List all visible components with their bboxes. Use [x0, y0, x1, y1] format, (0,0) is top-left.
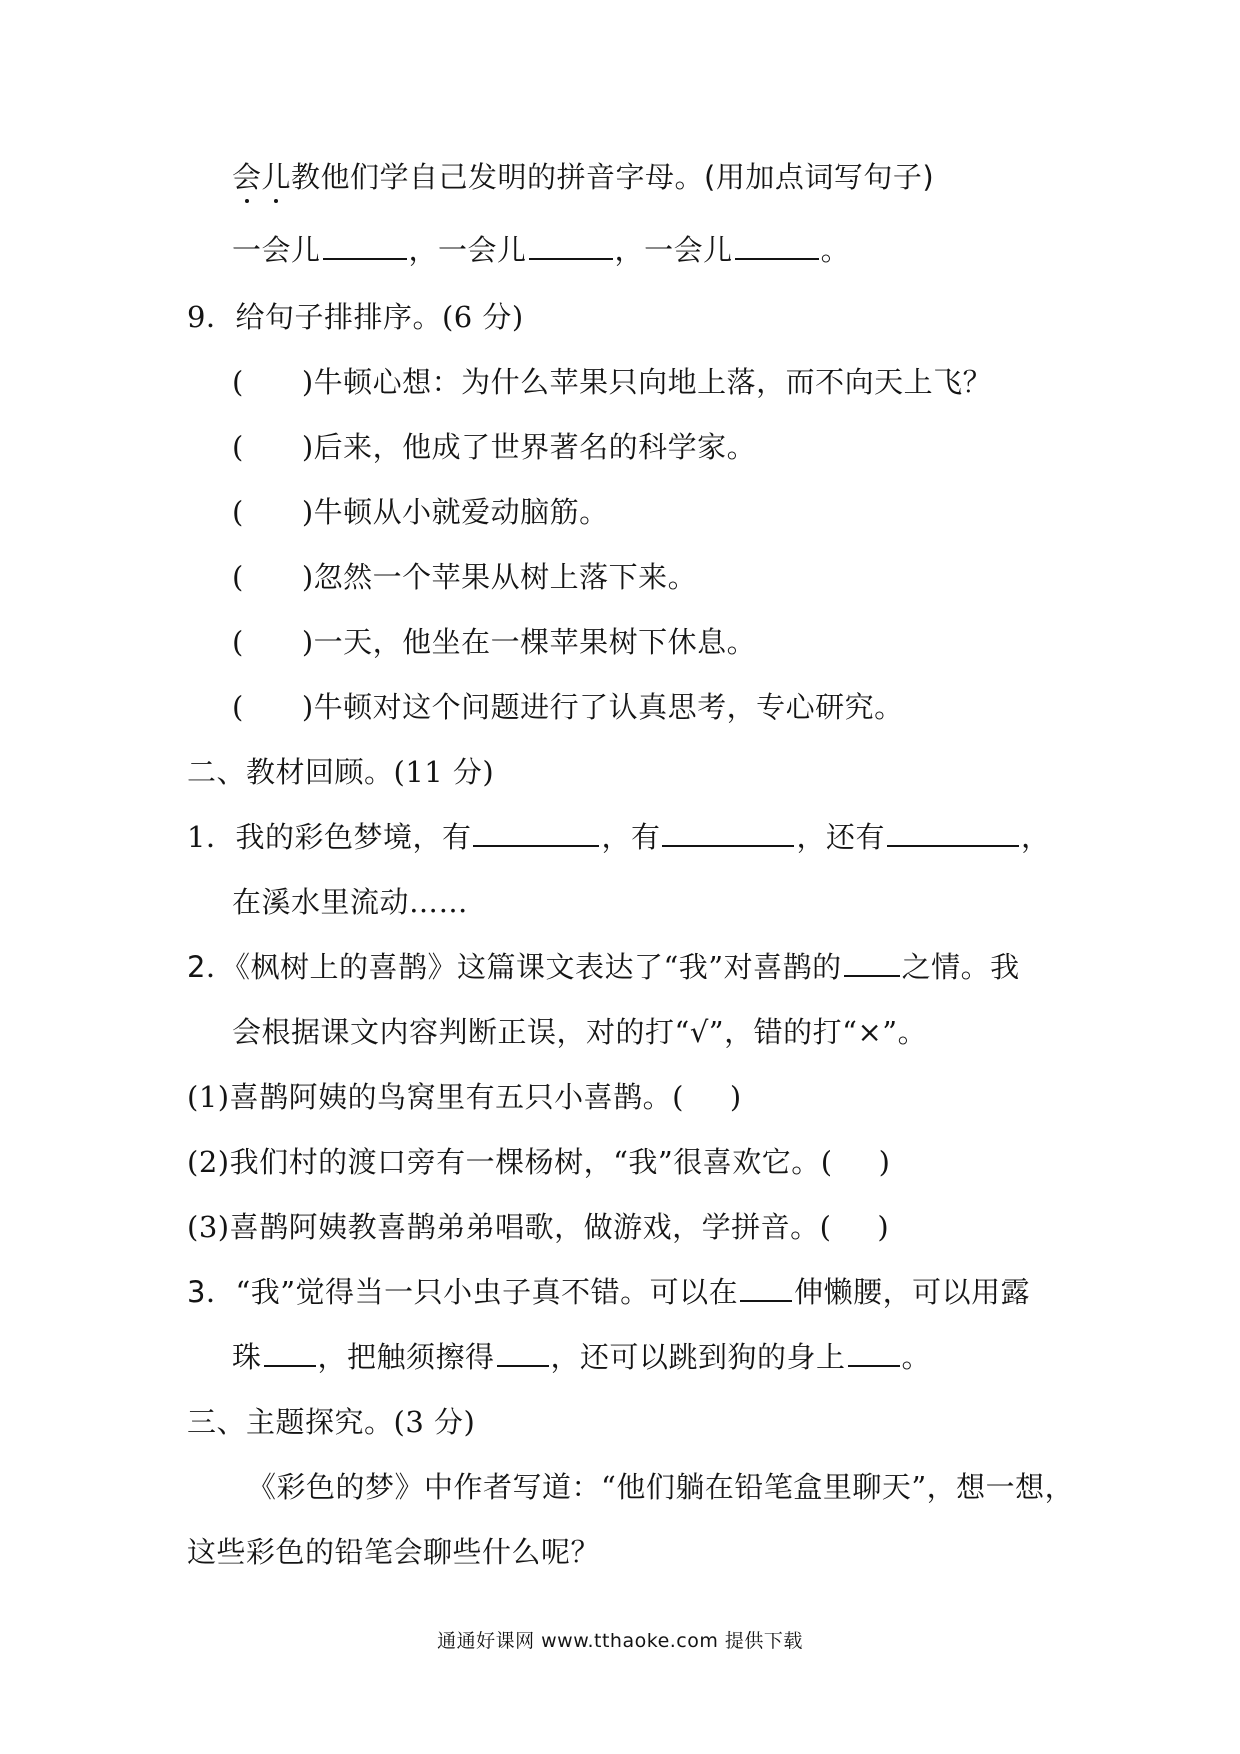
q9-item-4: ( )忽然一个苹果从树上落下来。	[232, 560, 698, 594]
blank-dream-3[interactable]	[887, 817, 1019, 847]
blank-3[interactable]	[735, 230, 819, 260]
q9-item-1: ( )牛顿心想：为什么苹果只向地上落，而不向天上飞？	[232, 365, 993, 399]
judgment-1: (1)喜鹊阿姨的鸟窝里有五只小喜鹊。( )	[187, 1080, 742, 1114]
s2-q3-text: 伸懒腰，可以用露	[794, 1275, 1031, 1309]
question-number: 1．	[187, 820, 236, 854]
q9-item-5: ( )一天，他坐在一棵苹果树下休息。	[232, 625, 757, 659]
q8-fill-line	[232, 230, 850, 270]
q9-item-6: ( )牛顿对这个问题进行了认真思考，专心研究。	[232, 690, 904, 724]
footer-credit: 通通好课网 www.tthaoke.com 提供下载	[437, 1630, 803, 1652]
dotted-char-2: 儿	[262, 157, 292, 197]
comma-2: ，	[614, 233, 645, 267]
blank-feeling[interactable]	[844, 947, 900, 977]
judgment-2: (2)我们村的渡口旁有一棵杨树，“我”很喜欢它。( )	[187, 1145, 891, 1179]
s2-q1-text: ，有	[601, 820, 661, 854]
q8-continuation	[232, 157, 934, 197]
q9-item-text: 牛顿从小就爱动脑筋。	[313, 495, 609, 529]
section3-line1: 《彩色的梦》中作者写道：“他们躺在铅笔盒里聊天”，想一想，	[247, 1470, 1075, 1504]
s2-q3-text: 珠	[232, 1340, 262, 1374]
blank-dream-1[interactable]	[473, 817, 599, 847]
section3-line2: 这些彩色的铅笔会聊些什么呢？	[187, 1535, 601, 1569]
s2-q1-line1	[187, 817, 1051, 857]
s2-q1-line2: 在溪水里流动……	[232, 885, 469, 919]
q9-item-text: 牛顿心想：为什么苹果只向地上落，而不向天上飞？	[313, 365, 993, 399]
s2-q1-text: 我的彩色梦境，有	[235, 820, 472, 854]
judgment-text: (2)我们村的渡口旁有一棵杨树，“我”很喜欢它。	[187, 1145, 821, 1179]
q9-item-3: ( )牛顿从小就爱动脑筋。	[232, 495, 609, 529]
s2-q3-line2	[232, 1337, 931, 1377]
blank-2[interactable]	[529, 230, 613, 260]
fill-word-1: 一会儿	[232, 233, 321, 267]
judgment-text: (3)喜鹊阿姨教喜鹊弟弟唱歌，做游戏，学拼音。	[187, 1210, 820, 1244]
blank-stretch[interactable]	[740, 1272, 792, 1302]
s2-q3-text: ，还可以跳到狗的身上	[550, 1340, 846, 1374]
s2-q2-text: 《枫树上的喜鹊》这篇课文表达了“我”对喜鹊的	[235, 950, 842, 984]
s2-q1-text: ，	[1021, 820, 1051, 854]
s2-q1-text: ，还有	[796, 820, 885, 854]
blank-wipe[interactable]	[497, 1337, 549, 1367]
q9-item-text: 后来，他成了世界著名的科学家。	[313, 430, 757, 464]
s2-q3-text: ，把触须擦得	[317, 1340, 495, 1374]
section2-heading: 二、教材回顾。(11 分)	[187, 755, 495, 789]
dotted-char-1: 会	[232, 157, 262, 197]
q9-item-text: 牛顿对这个问题进行了认真思考，专心研究。	[313, 690, 904, 724]
q9-item-text: 一天，他坐在一棵苹果树下休息。	[313, 625, 757, 659]
blank-dream-2[interactable]	[662, 817, 794, 847]
blank-dog[interactable]	[848, 1337, 900, 1367]
s2-q2-line1	[187, 947, 1020, 987]
q9-item-text: 忽然一个苹果从树上落下来。	[313, 560, 698, 594]
judgment-text: (1)喜鹊阿姨的鸟窝里有五只小喜鹊。	[187, 1080, 673, 1114]
s2-q2-text: 之情。我	[901, 950, 1020, 984]
s2-q3-line1	[187, 1272, 1030, 1312]
q9-item-2: ( )后来，他成了世界著名的科学家。	[232, 430, 757, 464]
s2-q2-line2: 会根据课文内容判断正误，对的打“√”，错的打“×”。	[232, 1015, 928, 1049]
q8-instruction: (用加点词写句子)	[704, 160, 935, 194]
fill-word-2: 一会儿	[438, 233, 527, 267]
section3-heading: 三、主题探究。(3 分)	[187, 1405, 476, 1439]
period: 。	[820, 233, 851, 267]
question-number: 2．	[187, 950, 236, 984]
question-number: 3．	[187, 1275, 236, 1309]
fill-word-3: 一会儿	[644, 233, 733, 267]
s2-q3-text: 。	[901, 1340, 932, 1374]
q9-title: 9．给句子排排序。(6 分)	[187, 300, 524, 334]
blank-dew[interactable]	[264, 1337, 316, 1367]
judgment-3: (3)喜鹊阿姨教喜鹊弟弟唱歌，做游戏，学拼音。( )	[187, 1210, 890, 1244]
comma-1: ，	[408, 233, 439, 267]
q8-continuation-text: 教他们学自己发明的拼音字母。	[291, 160, 705, 194]
blank-1[interactable]	[323, 230, 407, 260]
s2-q3-text: “我”觉得当一只小虫子真不错。可以在	[235, 1275, 739, 1309]
